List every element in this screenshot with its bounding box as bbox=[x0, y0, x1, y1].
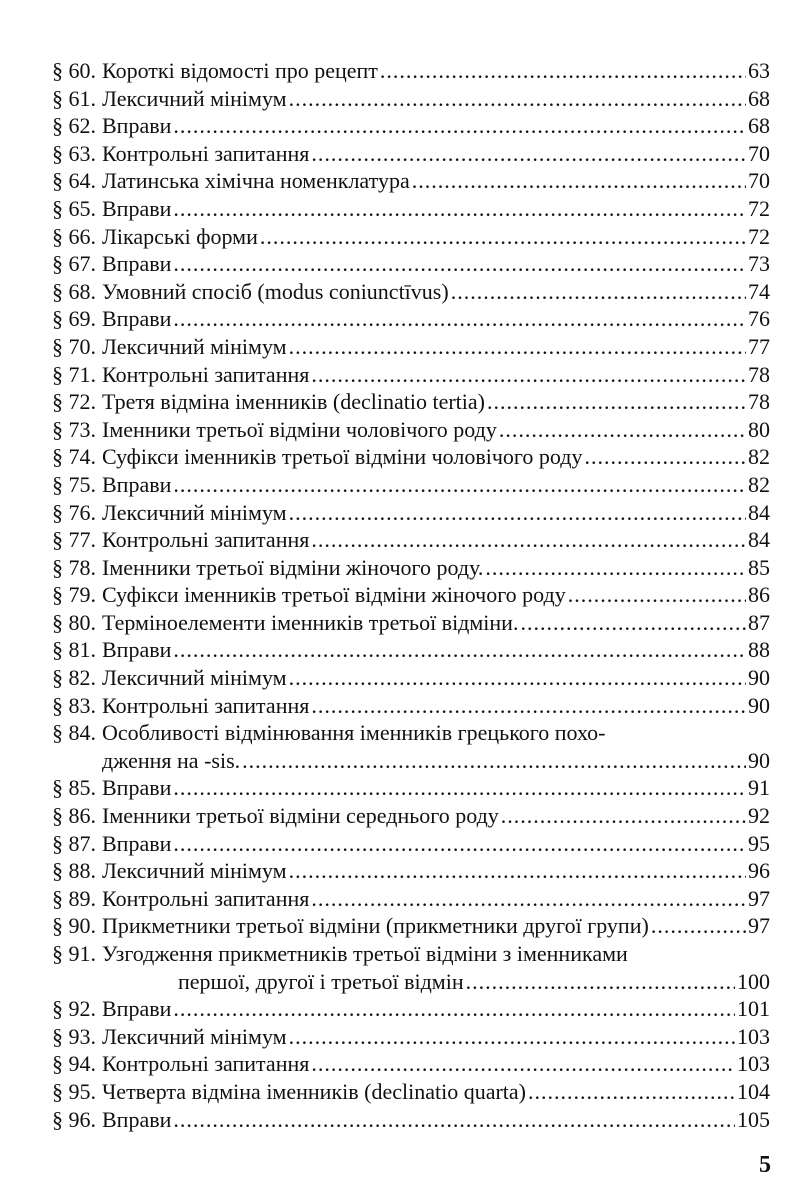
toc-entry[interactable] bbox=[52, 443, 770, 471]
toc-entry[interactable] bbox=[52, 857, 770, 885]
section-number: § 92. bbox=[52, 996, 96, 1022]
section-number: § 83. bbox=[52, 692, 96, 718]
section-number: § 96. bbox=[52, 1106, 96, 1132]
section-title: Латинська хімічна номенклатура bbox=[102, 168, 410, 194]
section-number: § 73. bbox=[52, 416, 96, 442]
section-title: Лексичний мінімум bbox=[102, 499, 287, 525]
dot-leader bbox=[412, 167, 746, 195]
dot-leader bbox=[289, 333, 746, 361]
dot-leader bbox=[289, 664, 746, 692]
dot-leader bbox=[520, 609, 746, 637]
section-number: § 80. bbox=[52, 609, 96, 635]
section-number: § 67. bbox=[52, 251, 96, 277]
section-title: Вправи bbox=[102, 1106, 172, 1132]
section-number: § 66. bbox=[52, 223, 96, 249]
page-ref: 97 bbox=[748, 885, 770, 911]
section-number: § 61. bbox=[52, 85, 96, 111]
toc-entry[interactable] bbox=[52, 223, 770, 251]
toc-entry[interactable] bbox=[52, 830, 770, 858]
section-title: Четверта відміна іменників (declinatio quarta) bbox=[102, 1078, 526, 1104]
section-title: Суфікси іменників третьої відміни жіночого роду bbox=[102, 582, 566, 608]
dot-leader bbox=[260, 223, 746, 251]
dot-leader bbox=[380, 57, 746, 85]
toc-entry[interactable] bbox=[52, 581, 770, 609]
toc-entry[interactable] bbox=[52, 416, 770, 444]
dot-leader bbox=[173, 995, 735, 1023]
page-ref: 72 bbox=[748, 223, 770, 249]
section-title: Вправи bbox=[102, 251, 172, 277]
section-number: § 85. bbox=[52, 775, 96, 801]
page-ref: 82 bbox=[748, 471, 770, 497]
toc-entry[interactable] bbox=[52, 85, 770, 113]
toc-entry[interactable] bbox=[52, 912, 770, 940]
toc-entry[interactable] bbox=[52, 802, 770, 830]
page-ref: 105 bbox=[737, 1106, 770, 1132]
page-ref: 100 bbox=[737, 968, 770, 994]
toc-entry[interactable] bbox=[52, 885, 770, 913]
toc-entry[interactable] bbox=[52, 1106, 770, 1134]
section-title: Вправи bbox=[102, 830, 172, 856]
section-number: § 95. bbox=[52, 1078, 96, 1104]
section-title: Умовний спосіб (modus coniunctīvus) bbox=[102, 278, 449, 304]
page-ref: 85 bbox=[748, 554, 770, 580]
toc-entry[interactable] bbox=[52, 940, 770, 995]
page-ref: 90 bbox=[748, 692, 770, 718]
section-number: § 78. bbox=[52, 554, 96, 580]
dot-leader bbox=[173, 195, 746, 223]
section-number: § 75. bbox=[52, 471, 96, 497]
toc-entry[interactable] bbox=[52, 1023, 770, 1051]
toc-entry[interactable] bbox=[52, 554, 770, 582]
page-ref: 95 bbox=[748, 830, 770, 856]
dot-leader bbox=[173, 1106, 735, 1134]
section-title: Вправи bbox=[102, 113, 172, 139]
dot-leader bbox=[485, 554, 746, 582]
page-ref: 87 bbox=[748, 609, 770, 635]
dot-leader bbox=[584, 443, 746, 471]
toc-entry[interactable] bbox=[52, 57, 770, 85]
toc-entry[interactable] bbox=[52, 167, 770, 195]
section-number: § 65. bbox=[52, 195, 96, 221]
section-number: § 71. bbox=[52, 361, 96, 387]
toc-entry[interactable] bbox=[52, 305, 770, 333]
dot-leader bbox=[173, 636, 746, 664]
toc-entry[interactable] bbox=[52, 140, 770, 168]
dot-leader bbox=[311, 692, 746, 720]
section-number: § 68. bbox=[52, 278, 96, 304]
section-title: Третя відміна іменників (declinatio tertia) bbox=[102, 389, 485, 415]
dot-leader bbox=[528, 1078, 735, 1106]
section-title: Вправи bbox=[102, 996, 172, 1022]
toc-entry[interactable] bbox=[52, 636, 770, 664]
page-ref: 86 bbox=[748, 582, 770, 608]
dot-leader bbox=[568, 581, 746, 609]
section-number: § 86. bbox=[52, 803, 96, 829]
toc-entry[interactable] bbox=[52, 250, 770, 278]
dot-leader bbox=[451, 278, 746, 306]
page-ref: 88 bbox=[748, 637, 770, 663]
page-ref: 78 bbox=[748, 361, 770, 387]
toc-entry[interactable] bbox=[52, 278, 770, 306]
toc-entry[interactable] bbox=[52, 112, 770, 140]
page-ref: 68 bbox=[748, 85, 770, 111]
toc-entry[interactable] bbox=[52, 388, 770, 416]
page-ref: 84 bbox=[748, 527, 770, 553]
page-ref: 78 bbox=[748, 389, 770, 415]
section-number: § 79. bbox=[52, 582, 96, 608]
section-title: Лексичний мінімум bbox=[102, 858, 287, 884]
page-ref: 103 bbox=[737, 1023, 770, 1049]
toc-entry[interactable] bbox=[52, 609, 770, 637]
toc-entry[interactable] bbox=[52, 333, 770, 361]
section-title-line-2: дження на -sis. bbox=[102, 747, 241, 773]
page-ref: 77 bbox=[748, 333, 770, 359]
section-number: § 76. bbox=[52, 499, 96, 525]
dot-leader bbox=[499, 416, 746, 444]
dot-leader bbox=[651, 912, 746, 940]
section-title: Контрольні запитання bbox=[102, 692, 310, 718]
dot-leader bbox=[487, 388, 746, 416]
toc-entry[interactable] bbox=[52, 719, 770, 774]
section-number: § 81. bbox=[52, 637, 96, 663]
section-number: § 64. bbox=[52, 168, 96, 194]
page-ref: 90 bbox=[748, 665, 770, 691]
page-ref: 76 bbox=[748, 306, 770, 332]
dot-leader bbox=[242, 747, 746, 775]
dot-leader bbox=[501, 802, 746, 830]
section-title-line-2: першої, другої і третьої відмін bbox=[178, 968, 464, 994]
toc-entry[interactable] bbox=[52, 361, 770, 389]
toc-entry[interactable] bbox=[52, 1050, 770, 1078]
toc-entry[interactable] bbox=[52, 664, 770, 692]
section-title: Короткі відомості про рецепт bbox=[102, 58, 378, 83]
dot-leader bbox=[173, 471, 746, 499]
section-number: § 74. bbox=[52, 444, 96, 470]
section-title: Іменники третьої відміни чоловічого роду bbox=[102, 416, 497, 442]
section-title: Лексичний мінімум bbox=[102, 333, 287, 359]
dot-leader bbox=[311, 1050, 735, 1078]
section-title: Вправи bbox=[102, 306, 172, 332]
page-ref: 82 bbox=[748, 444, 770, 470]
dot-leader bbox=[466, 968, 735, 996]
dot-leader bbox=[173, 774, 746, 802]
toc-entry[interactable] bbox=[52, 471, 770, 499]
toc-entry[interactable] bbox=[52, 499, 770, 527]
section-title: Контрольні запитання bbox=[102, 140, 310, 166]
section-title-line-1: Особливості відмінювання іменників грецького похо- bbox=[102, 720, 606, 746]
dot-leader bbox=[173, 830, 746, 858]
section-title: Вправи bbox=[102, 471, 172, 497]
toc-entry[interactable] bbox=[52, 195, 770, 223]
section-number: § 82. bbox=[52, 665, 96, 691]
section-title: Суфікси іменників третьої відміни чоловічого роду bbox=[102, 444, 583, 470]
toc-entry[interactable] bbox=[52, 526, 770, 554]
section-number: § 87. bbox=[52, 830, 96, 856]
section-title: Лексичний мінімум bbox=[102, 85, 287, 111]
page-ref: 91 bbox=[748, 775, 770, 801]
toc-entry[interactable] bbox=[52, 692, 770, 720]
section-number: § 70. bbox=[52, 333, 96, 359]
dot-leader bbox=[289, 499, 746, 527]
section-number: § 62. bbox=[52, 113, 96, 139]
page-ref: 73 bbox=[748, 251, 770, 277]
section-title: Контрольні запитання bbox=[102, 1051, 310, 1077]
dot-leader bbox=[289, 1023, 735, 1051]
section-title: Іменники третьої відміни середнього роду bbox=[102, 803, 499, 829]
section-title: Вправи bbox=[102, 195, 172, 221]
page-ref: 74 bbox=[748, 278, 770, 304]
table-of-contents bbox=[52, 57, 770, 1133]
page-ref: 68 bbox=[748, 113, 770, 139]
section-number: § 72. bbox=[52, 389, 96, 415]
dot-leader bbox=[311, 361, 746, 389]
page-ref: 80 bbox=[748, 416, 770, 442]
dot-leader bbox=[173, 112, 746, 140]
section-title: Контрольні запитання bbox=[102, 361, 310, 387]
section-number: § 89. bbox=[52, 885, 96, 911]
dot-leader bbox=[311, 526, 746, 554]
page-ref: 90 bbox=[748, 747, 770, 773]
page-ref: 96 bbox=[748, 858, 770, 884]
dot-leader bbox=[173, 250, 746, 278]
section-title: Іменники третьої відміни жіночого роду. bbox=[102, 554, 484, 580]
page-ref: 70 bbox=[748, 140, 770, 166]
page-number: 5 bbox=[759, 1152, 771, 1178]
dot-leader bbox=[311, 885, 746, 913]
page-ref: 97 bbox=[748, 913, 770, 939]
section-number: § 90. bbox=[52, 913, 96, 939]
section-title: Прикметники третьої відміни (прикметники другої групи) bbox=[102, 913, 649, 939]
section-number: § 91. bbox=[52, 941, 96, 966]
dot-leader bbox=[311, 140, 746, 168]
dot-leader bbox=[289, 85, 746, 113]
section-title: Лексичний мінімум bbox=[102, 1023, 287, 1049]
dot-leader bbox=[173, 305, 746, 333]
section-title: Лікарські форми bbox=[102, 223, 258, 249]
section-title-line-1: Узгодження прикметників третьої відміни з іменниками bbox=[102, 941, 628, 966]
toc-entry[interactable] bbox=[52, 1078, 770, 1106]
page-ref: 92 bbox=[748, 803, 770, 829]
section-number: § 88. bbox=[52, 858, 96, 884]
page-ref: 84 bbox=[748, 499, 770, 525]
toc-entry[interactable] bbox=[52, 774, 770, 802]
page-ref: 63 bbox=[748, 58, 770, 83]
section-number: § 93. bbox=[52, 1023, 96, 1049]
section-title: Вправи bbox=[102, 637, 172, 663]
toc-entry[interactable] bbox=[52, 995, 770, 1023]
section-title: Контрольні запитання bbox=[102, 527, 310, 553]
section-title: Контрольні запитання bbox=[102, 885, 310, 911]
section-number: § 84. bbox=[52, 720, 96, 746]
page-ref: 104 bbox=[737, 1078, 770, 1104]
section-number: § 77. bbox=[52, 527, 96, 553]
section-title: Лексичний мінімум bbox=[102, 665, 287, 691]
page-ref: 72 bbox=[748, 195, 770, 221]
page-ref: 101 bbox=[737, 996, 770, 1022]
section-number: § 60. bbox=[52, 58, 96, 83]
page-ref: 70 bbox=[748, 168, 770, 194]
section-title: Терміноелементи іменників третьої відміни. bbox=[102, 609, 519, 635]
section-number: § 69. bbox=[52, 306, 96, 332]
section-number: § 63. bbox=[52, 140, 96, 166]
page-ref: 103 bbox=[737, 1051, 770, 1077]
dot-leader bbox=[289, 857, 746, 885]
section-title: Вправи bbox=[102, 775, 172, 801]
section-number: § 94. bbox=[52, 1051, 96, 1077]
